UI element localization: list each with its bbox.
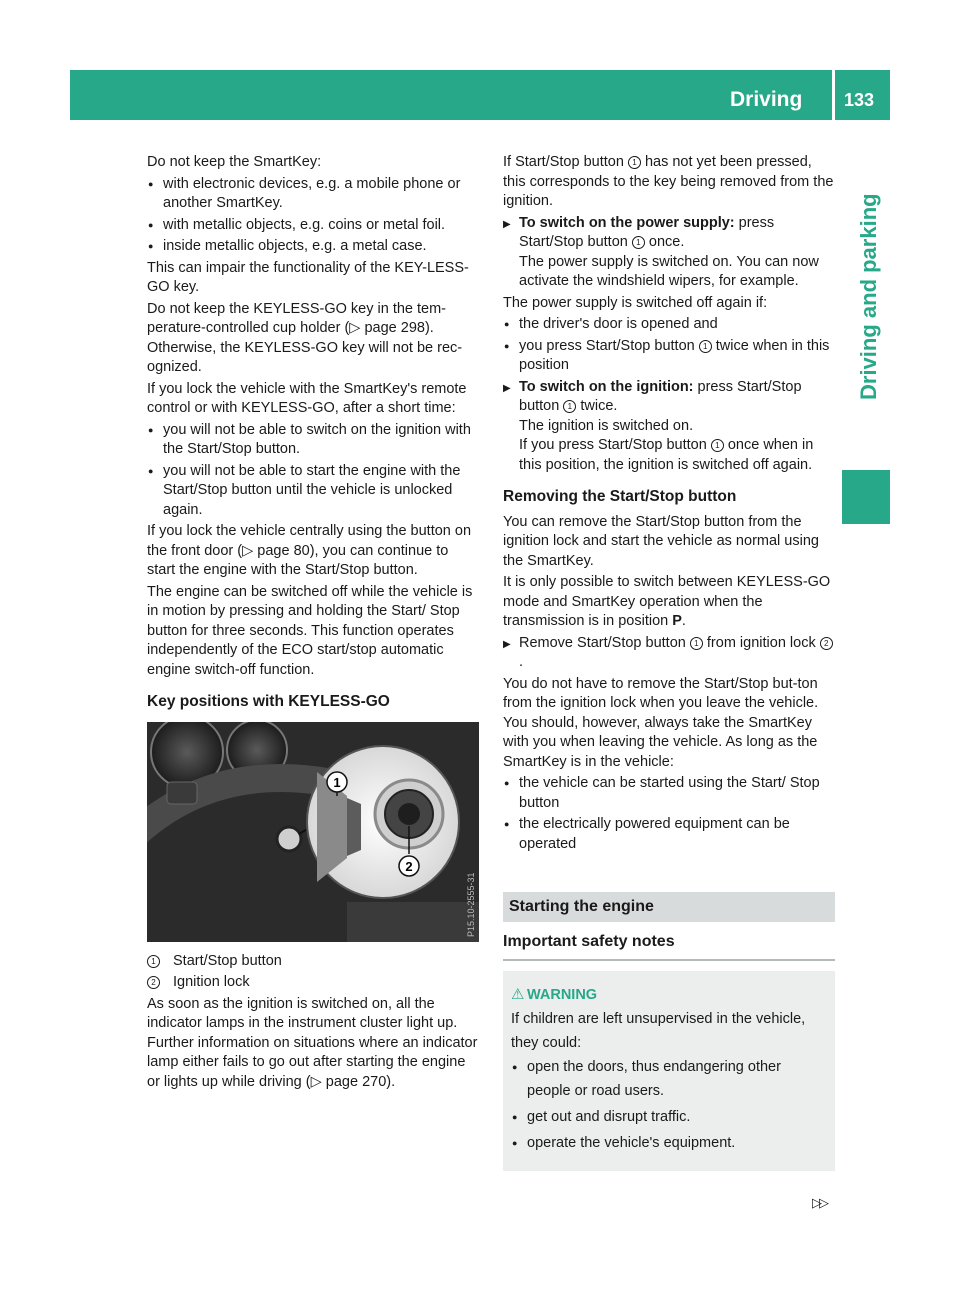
list-item: ● inside metallic objects, e.g. a metal case.	[147, 237, 479, 257]
list-item: ● the electrically powered equipment can be operated	[503, 815, 835, 854]
text-run: twice.	[576, 398, 618, 414]
step-result: The ignition is switched on.	[519, 417, 694, 434]
side-tab-marker	[842, 470, 890, 524]
list-item	[503, 337, 835, 376]
paragraph: The engine can be switched off while the vehicle is in motion by pressing and holding the Start/ Stop button for three seconds. This function operates independently of the ECO start/stop automatic engine switch-off function.	[147, 583, 473, 678]
list-item: ● you will not be able to start the engine with the Start/Stop button until the vehicle is unlocked again.	[147, 462, 479, 521]
header-section-title: Driving	[730, 88, 803, 111]
callout-number: 1	[699, 340, 712, 353]
side-tab-label: Driving and parking	[856, 193, 881, 400]
left-column	[147, 153, 479, 1094]
header-divider	[832, 70, 835, 120]
paragraph: You can remove the Start/Stop button from the ignition lock and start the vehicle as normal using the SmartKey.	[503, 513, 819, 569]
text-run: If Start/Stop button	[503, 154, 628, 170]
key-positions-figure	[147, 722, 479, 942]
callout-number: 1	[147, 955, 160, 968]
text-run: press Start/Stop button	[519, 214, 775, 250]
paragraph: The power supply is switched off again if:	[503, 294, 768, 311]
warning-title: WARNING	[527, 987, 598, 1003]
gear-position: P	[672, 613, 682, 629]
text-run: .	[519, 654, 524, 670]
list-item: ● get out and disrupt traffic.	[511, 1105, 825, 1129]
subheading-safety-notes: Important safety notes	[503, 932, 835, 962]
legend-label: Ignition lock	[173, 974, 250, 990]
text-run: has not yet been pressed, this corresponds to the key being removed from the ignition.	[503, 154, 834, 209]
continue-arrow-icon: ▷▷	[812, 1195, 826, 1210]
legend-label: Start/Stop button	[173, 952, 282, 969]
list-item: ● you will not be able to switch on the ignition with the Start/Stop button.	[147, 421, 479, 460]
page-number: 133	[844, 90, 875, 110]
paragraph: If you lock the vehicle with the SmartKey's remote control or with KEYLESS-GO, after a short time:	[147, 380, 467, 416]
section-heading: Removing the Start/Stop button	[503, 488, 737, 505]
callout-number: 1	[632, 236, 645, 249]
text-run: It is only possible to switch between KEYLESS-GO mode and SmartKey operation when the transmission is in position	[503, 574, 831, 629]
text-run: from ignition lock	[702, 634, 820, 651]
step-label: To switch on the ignition:	[519, 378, 694, 395]
figure-callout-2: 2	[405, 858, 413, 874]
text-run: Remove Start/Stop button	[519, 634, 690, 651]
legend-item-start-stop	[147, 952, 479, 972]
figure-callout-1: 1	[333, 774, 341, 790]
paragraph: This can impair the functionality of the KEY-LESS-GO key.	[147, 259, 469, 295]
intro-text: Do not keep the SmartKey:	[147, 154, 322, 170]
list-item: ● the driver's door is opened and	[503, 315, 835, 335]
warning-text: If children are left unsupervised in the vehicle, they could:	[511, 1011, 806, 1051]
callout-number: 2	[820, 637, 833, 650]
callout-number: 1	[628, 156, 641, 169]
list-item: ● with electronic devices, e.g. a mobile phone or another SmartKey.	[147, 175, 479, 214]
step-remove-button	[503, 634, 835, 673]
paragraph: You do not have to remove the Start/Stop but-ton from the ignition lock when you leave the vehicle. You should, however, always take the SmartKey with you when leaving the vehicle. As long as the SmartKey is in the vehicle:	[503, 675, 819, 770]
step-result: The power supply is switched on. You can now activate the windshield wipers, for example.	[519, 253, 819, 289]
callout-number: 1	[563, 400, 576, 413]
callout-number: 1	[690, 637, 703, 650]
warning-box	[503, 971, 835, 1171]
section-heading: Key positions with KEYLESS-GO	[147, 693, 390, 710]
paragraph: Do not keep the KEYLESS-GO key in the tem-perature-controlled cup holder (▷ page 298). Otherwise, the KEYLESS-GO key will not be rec-ognized.	[147, 300, 463, 375]
paragraph: As soon as the ignition is switched on, all the indicator lamps in the instrument cluster light up. Further information on situations where an indicator lamp either fails to go out after starting the engine or lights up while driving (▷ page 270).	[147, 995, 478, 1090]
text-run: twice when in this position	[519, 337, 830, 373]
list-item: ● operate the vehicle's equipment.	[511, 1131, 825, 1155]
list-item: ● the vehicle can be started using the Start/ Stop button	[503, 774, 835, 813]
dashboard-illustration	[147, 722, 479, 942]
step-ignition	[503, 378, 835, 476]
callout-number: 1	[711, 439, 724, 452]
warning-triangle-icon: ⚠	[511, 986, 525, 1003]
text-run: you press Start/Stop button	[519, 337, 699, 354]
step-label: To switch on the power supply:	[519, 214, 735, 231]
callout-number: 2	[147, 976, 160, 989]
text-run: once.	[644, 234, 685, 250]
text-run: If you press Start/Stop button	[519, 437, 711, 453]
step-power-supply	[503, 214, 835, 292]
section-band-starting-engine: Starting the engine	[503, 892, 835, 922]
text-run: once when in this position, the ignition is switched off again.	[519, 437, 814, 473]
paragraph: If you lock the vehicle centrally using the button on the front door (▷ page 80), you can continue to start the engine with the Start/Stop button.	[147, 523, 472, 578]
list-item: ● open the doors, thus endangering other people or road users.	[511, 1055, 825, 1103]
paragraph	[503, 153, 835, 212]
step-result	[519, 436, 835, 475]
text-run: press Start/Stop button	[519, 378, 802, 414]
legend-item-ignition-lock	[147, 973, 479, 993]
right-column	[503, 153, 835, 1171]
text-run: .	[681, 613, 686, 629]
list-item: ● with metallic objects, e.g. coins or metal foil.	[147, 216, 479, 236]
paragraph	[503, 573, 835, 632]
figure-code: P15.10-2555-31	[466, 871, 476, 937]
